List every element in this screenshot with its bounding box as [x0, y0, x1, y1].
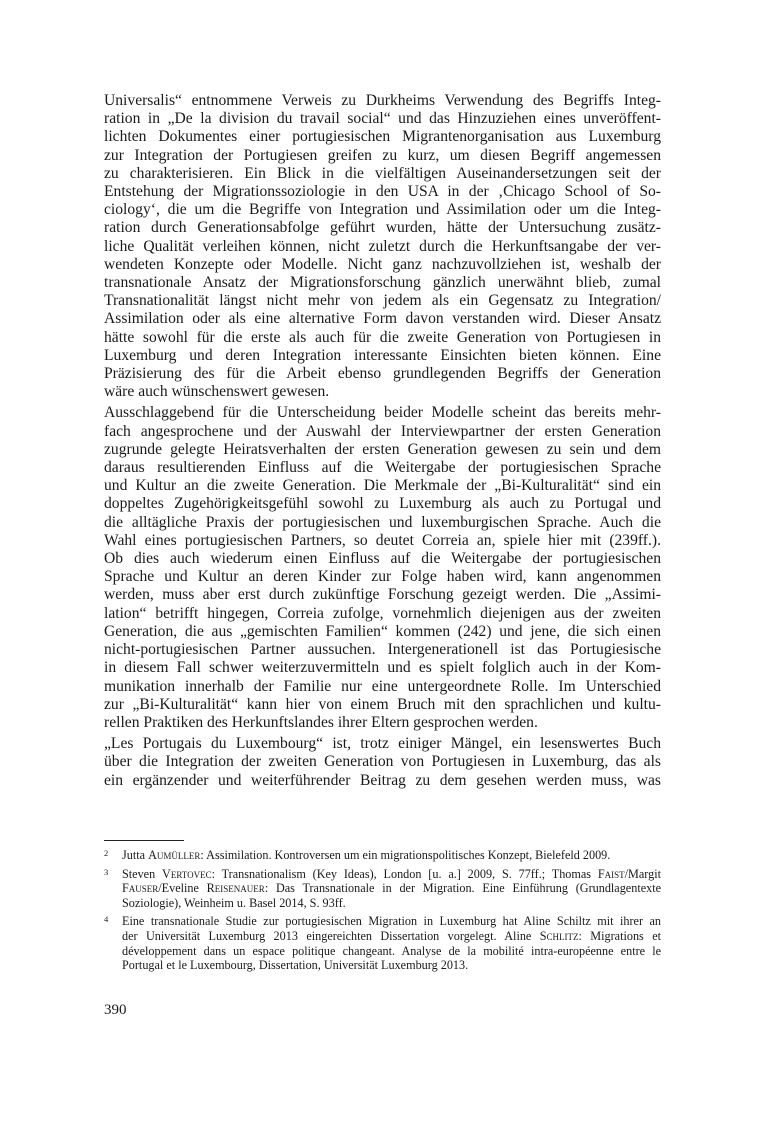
footnote-line	[122, 867, 661, 882]
author-name: Vertovec	[162, 866, 212, 881]
text-fragment: Jutta	[122, 848, 149, 862]
footnote-number: 3	[104, 866, 109, 877]
text-line	[104, 256, 661, 274]
footnote-4	[104, 914, 661, 972]
main-text	[104, 92, 661, 790]
text-fragment: wendeten Konzepte oder Modelle.	[104, 255, 338, 273]
text-line: „Les Portugais du Luxembourg“ ist, trotz einiger Mängel, ein lesenswertes Buch	[104, 735, 661, 753]
footnote-number: 4	[104, 914, 109, 925]
text-fragment: /Margit	[624, 866, 661, 881]
text-line: Ob dies auch wiederum einen Einfluss auf die Weitergabe der portugiesischen	[104, 550, 661, 568]
text-line: zur „Bi-Kulturalität“ kann hier von einem Bruch mit den sprachlichen und kultu-	[104, 695, 661, 713]
text-fragment: der Universität Luxemburg 2013 eingereichten Dissertation vorgelegt. Aline	[122, 928, 540, 943]
text-fragment: Assimilation oder als eine alternative Form davon verstanden wird.	[104, 310, 561, 328]
text-fragment: : Transnationalism (Key Ideas), London [u. a.] 2009, S. 77ff.; Thomas	[211, 866, 598, 881]
author-name: Aumüller	[148, 848, 201, 862]
text-line: liche Qualität verleihen können, nicht zuletzt durch die Herkunftsangabe der ver-	[104, 237, 661, 255]
text-line: Sprache und Kultur an deren Kinder zur Folge haben wird, kann angenommen	[104, 568, 661, 586]
text-line: Wahl eines portugiesischen Partners, so deutet Correia an, spiele hier mit (239ff.).	[104, 531, 661, 549]
text-fragment: Luxemburg und deren Integration interessante Einsichten bieten können.	[104, 346, 620, 364]
text-line: daraus resultierenden Einfluss auf die Weitergabe der portugiesischen Sprache	[104, 459, 661, 477]
text-line: zu charakterisieren. Ein Blick in die vielfältigen Auseinandersetzungen seit der	[104, 164, 661, 182]
text-fragment: : Das Transnationale in der Migration. Eine Einführung (Grundlagentexte	[264, 881, 661, 896]
author-name: Fauser	[122, 881, 159, 896]
text-line: die alltägliche Praxis der portugiesischen und luxemburgischen Sprache. Auch die	[104, 513, 661, 531]
text-line: Universalis“ entnommene Verweis zu Durkheims Verwendung des Begriffs Integ-	[104, 92, 661, 109]
text-line: lation“ betrifft hingegen, Correia zufolge, vornehmlich diejenigen aus der zweiten	[104, 604, 661, 622]
footnote-3	[104, 867, 661, 911]
text-line: lichten Dokumentes einer portugiesischen Migrantenorganisation aus Luxemburg	[104, 128, 661, 146]
text-line: ration in „De la division du travail social“ und das Hinzuziehen eines unveröffent-	[104, 110, 661, 128]
text-fragment: : Migrations et	[578, 928, 661, 943]
text-line: und Kultur an die zweite Generation. Die Merkmale der „Bi-Kulturalität“ sind ein	[104, 477, 661, 495]
text-line: ein ergänzender und weiterführender Beitrag zu dem gesehen werden muss, was	[104, 771, 661, 789]
text-line: werden, muss aber erst durch zukünftige Forschung gezeigt werden. Die „Assimi-	[104, 586, 661, 604]
text-fragment: Nicht ganz nachzuvollziehen ist, weshalb der	[337, 255, 661, 273]
text-fragment: : Assimilation. Kontroversen um ein migrationspolitisches Konzept, Bielefeld 2009.	[200, 848, 611, 862]
text-line: munikation innerhalb der Familie nur eine untergeordnete Rolle. Im Unterschied	[104, 677, 661, 695]
text-line: in diesem Fall schwer weiterzuvermitteln und es spielt folglich auch in der Kom-	[104, 659, 661, 677]
footnote-line: Portugal et le Luxembourg, Dissertation, Universität Luxemburg 2013.	[122, 958, 469, 973]
text-line: über die Integration der zweiten Generation von Portugiesen in Luxemburg, das als	[104, 753, 661, 771]
paragraph-2	[104, 404, 661, 732]
footnote-2	[104, 848, 661, 863]
footnote-number: 2	[104, 848, 109, 858]
text-line: zugrunde gelegte Heiratsverhalten der ersten Generation gewesen zu sein und dem	[104, 440, 661, 458]
text-line: Präzisierung des für die Arbeit ebenso grundlegenden Begriffs der Generation	[104, 365, 661, 383]
text-line	[104, 310, 661, 328]
text-line: hätte sowohl für die erste als auch für die zweite Generation von Portugiesen in	[104, 328, 661, 346]
author-name: Faist	[597, 866, 625, 881]
text-fragment: Dieser Ansatz	[560, 310, 662, 328]
text-line: doppeltes Zugehörigkeitsgefühl sowohl zu Luxemburg als auch zu Portugal und	[104, 495, 661, 513]
paragraph-1	[104, 92, 661, 401]
text-line: Entstehung der Migrationssoziologie in den USA in der ‚Chicago School of So-	[104, 183, 661, 201]
text-fragment: /Eveline	[158, 881, 207, 896]
text-line: rellen Praktiken des Herkunftslandes ihrer Eltern gesprochen werden.	[104, 713, 538, 731]
text-fragment: Steven	[122, 866, 163, 881]
page-number: 390	[104, 1002, 127, 1018]
author-name: Schlitz	[539, 928, 579, 943]
footnote-separator	[104, 840, 184, 841]
footnote-line	[122, 881, 661, 896]
text-line: zur Integration der Portugiesen greifen zu kurz, um diesen Begriff angemessen	[104, 146, 661, 164]
text-line: fach angesprochene und der Auswahl der Interviewpartner der ersten Generation	[104, 422, 661, 440]
text-line: ration durch Generationsabfolge geführt wurden, hätte der Untersuchung zusätz-	[104, 219, 661, 237]
footnote-line: Soziologie), Weinheim u. Basel 2014, S. 93ff.	[122, 895, 346, 910]
footnote-line	[122, 848, 661, 863]
text-line: wäre auch wünschenswert gewesen.	[104, 383, 330, 401]
footnote-line	[122, 929, 661, 944]
footnote-line: Eine transnationale Studie zur portugiesischen Migration in Luxemburg hat Aline Schiltz mit ihrer an	[122, 914, 661, 929]
text-line	[104, 347, 661, 365]
text-line: ciology‘, die um die Begriffe von Integration und Assimilation oder um die Integ-	[104, 201, 661, 219]
text-line: nicht-portugiesischen Partner aussuchen. Intergenerationell ist das Portugiesische	[104, 641, 661, 659]
paragraph-3	[104, 735, 661, 790]
text-line: Ausschlaggebend für die Unterscheidung beider Modelle scheint das bereits mehr-	[104, 404, 661, 422]
text-line: transnationale Ansatz der Migrationsforschung gänzlich unerwähnt blieb, zumal	[104, 274, 661, 292]
footnote-line: développement dans un espace politique changeant. Analyse de la mobilité intra-européenne entre le	[122, 943, 661, 958]
footnotes	[104, 848, 661, 977]
author-name: Reisenauer	[206, 881, 265, 896]
text-line: Transnationalität längst nicht mehr von jedem als ein Gegensatz zu Integration/	[104, 292, 661, 310]
text-line: Generation, die aus „gemischten Familien“ kommen (242) und jene, die sich einen	[104, 622, 661, 640]
text-fragment: Eine	[619, 346, 661, 364]
